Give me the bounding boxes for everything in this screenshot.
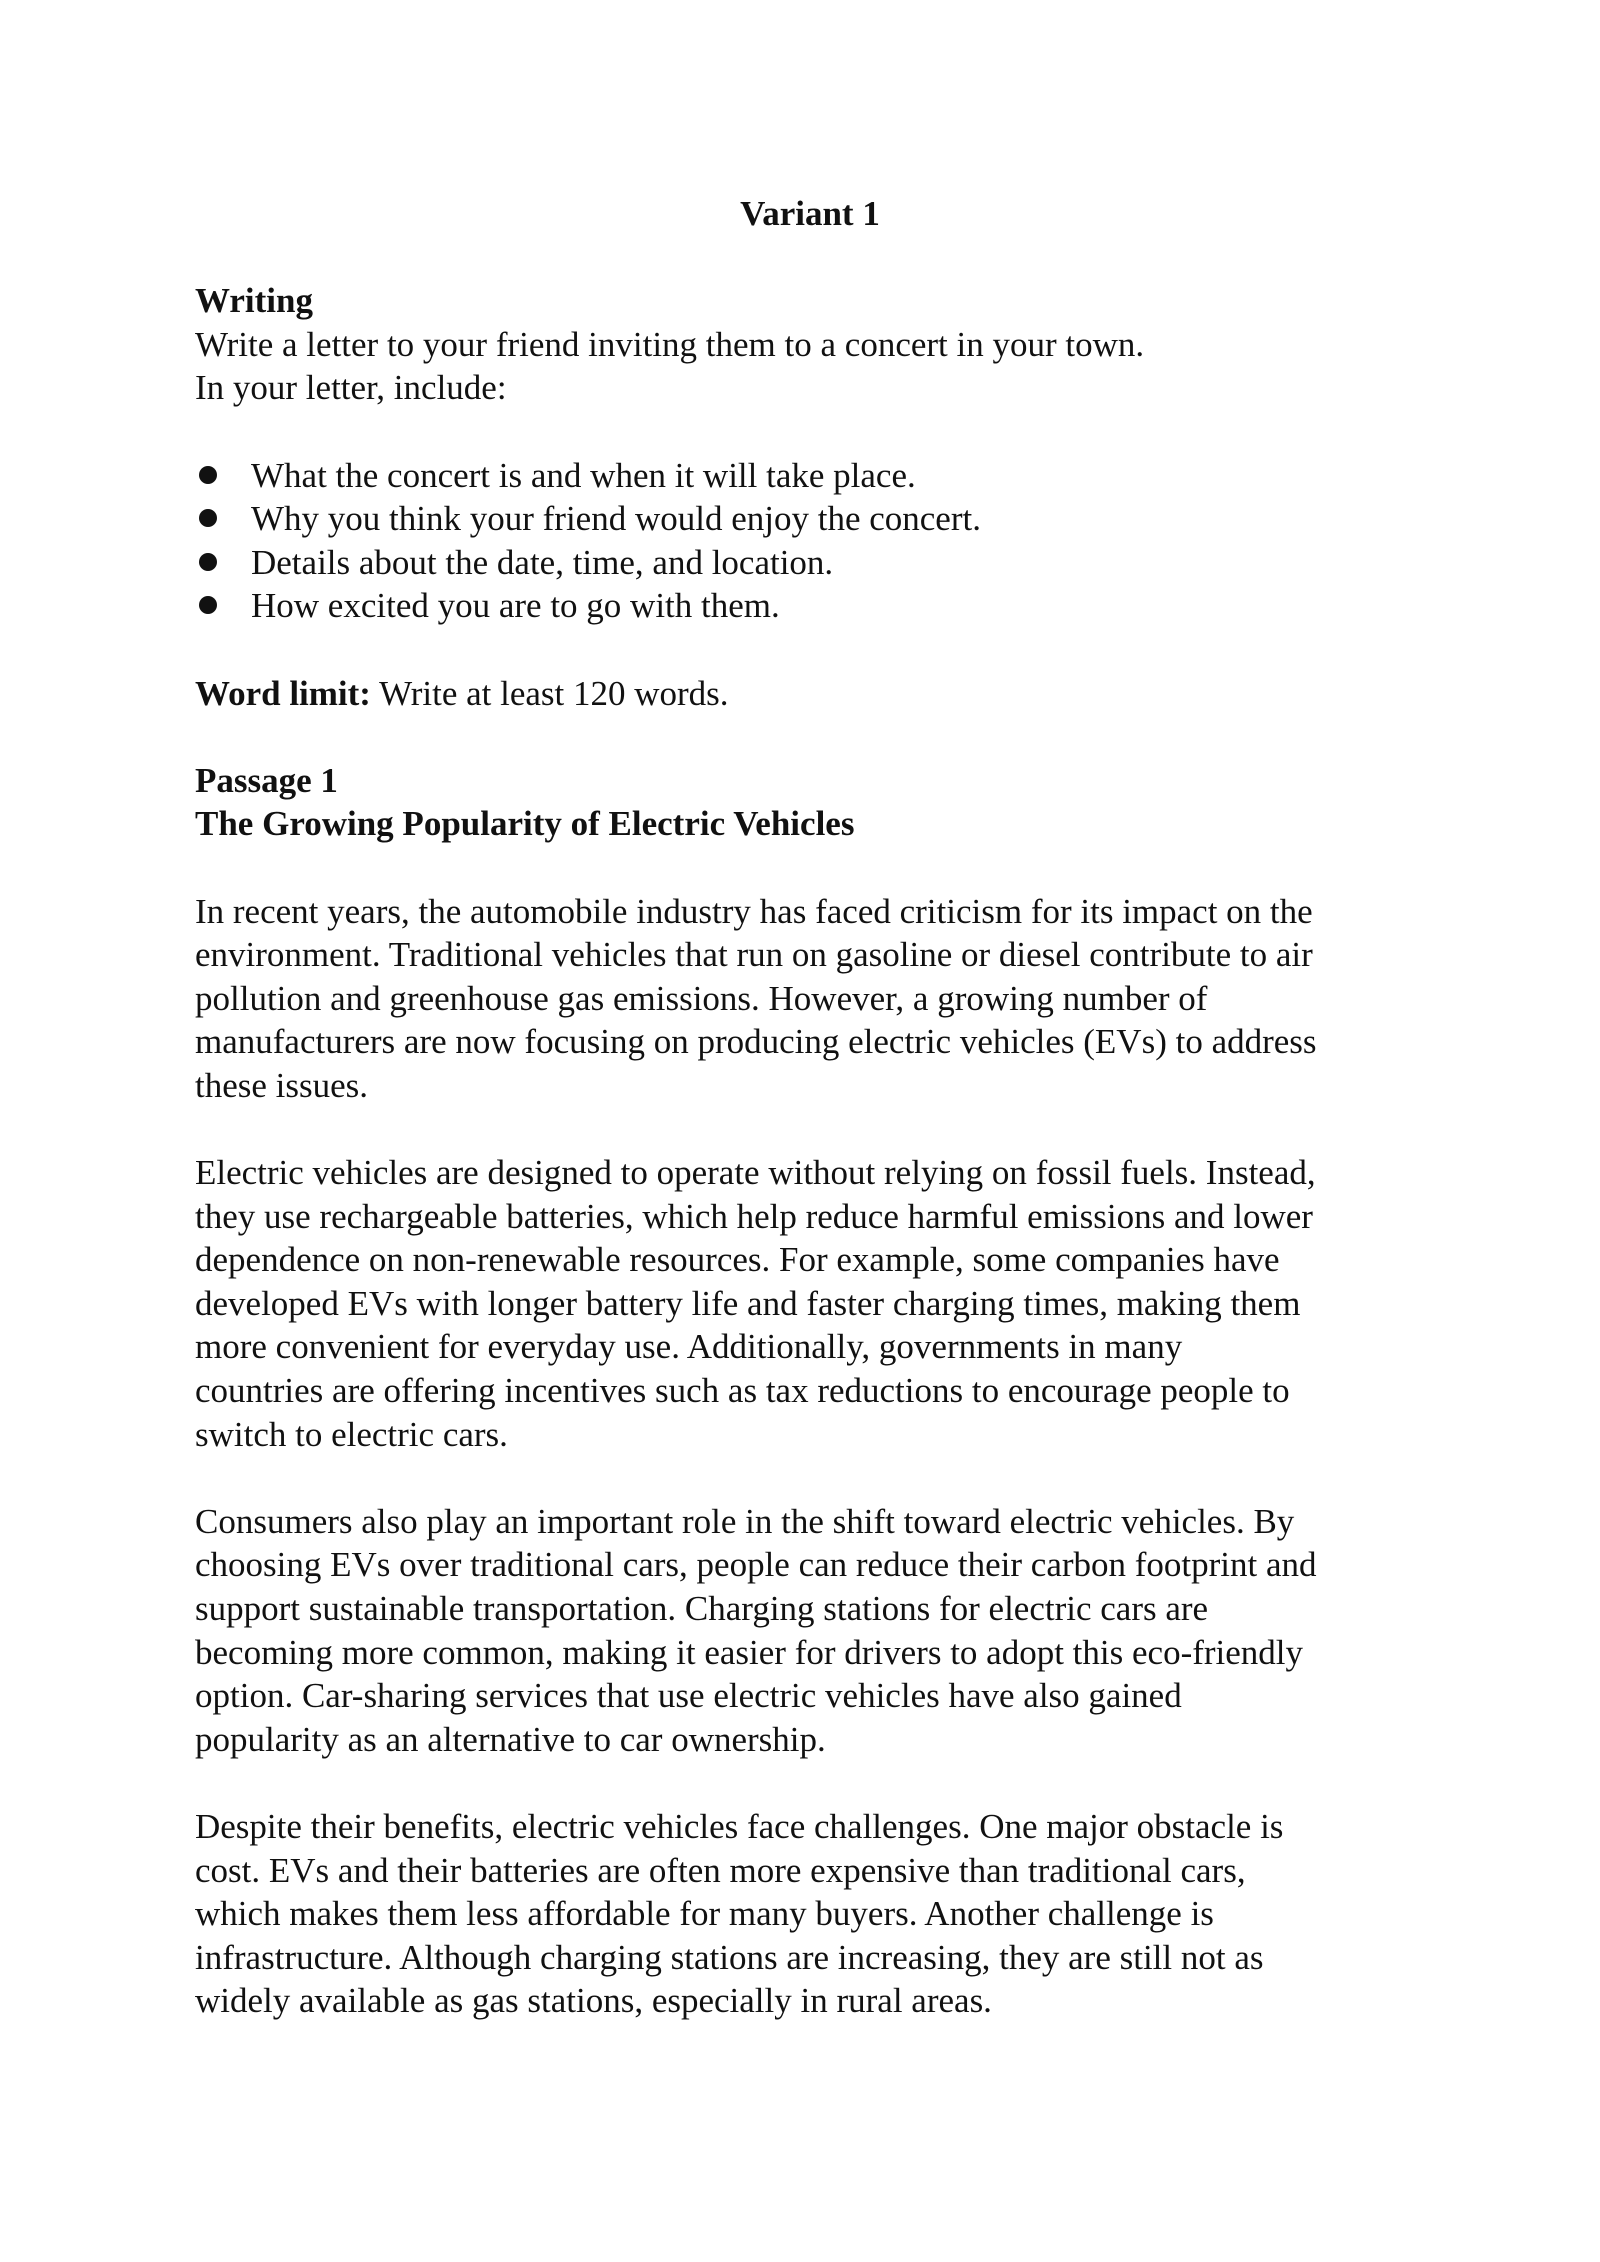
paragraph-line: switch to electric cars. — [195, 1414, 508, 1454]
spacer — [195, 715, 1425, 759]
paragraph-line: cost. EVs and their batteries are often more expensive than traditional cars, — [195, 1850, 1246, 1890]
passage-paragraph — [195, 1151, 1425, 1456]
bullet-dot-icon — [199, 509, 217, 527]
paragraph-line: becoming more common, making it easier for drivers to adopt this eco-friendly — [195, 1632, 1304, 1672]
word-limit-text: Write at least 120 words. — [370, 673, 729, 713]
writing-bullet-list — [195, 454, 1425, 628]
passage-paragraph — [195, 1500, 1425, 1762]
writing-prompt-line-2: In your letter, include: — [195, 368, 507, 408]
word-limit-label: Word limit: — [195, 673, 371, 713]
writing-bullet-text: Why you think your friend would enjoy the concert. — [251, 499, 981, 539]
document-page — [195, 192, 1425, 2023]
paragraph-line: these issues. — [195, 1065, 369, 1105]
writing-bullet-text: How excited you are to go with them. — [251, 586, 780, 626]
paragraph-line: option. Car-sharing services that use electric vehicles have also gained — [195, 1676, 1182, 1716]
passage-paragraph — [195, 1805, 1425, 2023]
paragraph-line: they use rechargeable batteries, which help reduce harmful emissions and lower — [195, 1196, 1313, 1236]
spacer — [195, 1107, 1425, 1151]
paragraph-line: pollution and greenhouse gas emissions. However, a growing number of — [195, 978, 1208, 1018]
word-limit-line — [195, 672, 1425, 716]
writing-heading: Writing — [195, 281, 313, 321]
paragraph-line: infrastructure. Although charging stations are increasing, they are still not as — [195, 1937, 1264, 1977]
paragraph-line: developed EVs with longer battery life and faster charging times, making them — [195, 1283, 1301, 1323]
paragraph-line: In recent years, the automobile industry has faced criticism for its impact on the — [195, 891, 1313, 931]
writing-bullet-text: What the concert is and when it will take place. — [251, 455, 916, 495]
paragraph-line: widely available as gas stations, especially in rural areas. — [195, 1981, 992, 2021]
paragraph-line: environment. Traditional vehicles that run on gasoline or diesel contribute to air — [195, 935, 1313, 975]
writing-bullet-item — [195, 541, 1425, 585]
passage-label: Passage 1 — [195, 760, 338, 800]
paragraph-line: choosing EVs over traditional cars, people can reduce their carbon footprint and — [195, 1545, 1317, 1585]
spacer — [195, 1456, 1425, 1500]
passage-paragraph — [195, 890, 1425, 1108]
paragraph-line: countries are offering incentives such as tax reductions to encourage people to — [195, 1371, 1290, 1411]
spacer — [195, 628, 1425, 672]
document-title: Variant 1 — [740, 194, 880, 233]
writing-bullet-item — [195, 454, 1425, 498]
paragraph-line: manufacturers are now focusing on producing electric vehicles (EVs) to address — [195, 1022, 1317, 1062]
writing-prompt-line-1: Write a letter to your friend inviting them to a concert in your town. — [195, 324, 1145, 364]
bullet-dot-icon — [199, 553, 217, 571]
paragraph-line: support sustainable transportation. Charging stations for electric cars are — [195, 1589, 1209, 1628]
spacer — [195, 410, 1425, 454]
bullet-dot-icon — [199, 596, 217, 614]
writing-bullet-text: Details about the date, time, and location. — [251, 542, 834, 582]
passage-title: The Growing Popularity of Electric Vehicles — [195, 804, 855, 844]
writing-bullet-item — [195, 584, 1425, 628]
spacer — [195, 1761, 1425, 1805]
paragraph-line: which makes them less affordable for many buyers. Another challenge is — [195, 1894, 1214, 1934]
paragraph-line: dependence on non-renewable resources. For example, some companies have — [195, 1240, 1280, 1280]
paragraph-line: Consumers also play an important role in the shift toward electric vehicles. By — [195, 1501, 1295, 1541]
bullet-dot-icon — [199, 466, 217, 484]
paragraph-line: popularity as an alternative to car ownership. — [195, 1719, 826, 1759]
paragraph-line: more convenient for everyday use. Additionally, governments in many — [195, 1327, 1183, 1367]
paragraph-line: Despite their benefits, electric vehicles face challenges. One major obstacle is — [195, 1806, 1284, 1846]
writing-bullet-item — [195, 497, 1425, 541]
spacer — [195, 846, 1425, 890]
paragraph-line: Electric vehicles are designed to operate without relying on fossil fuels. Instead, — [195, 1153, 1316, 1193]
